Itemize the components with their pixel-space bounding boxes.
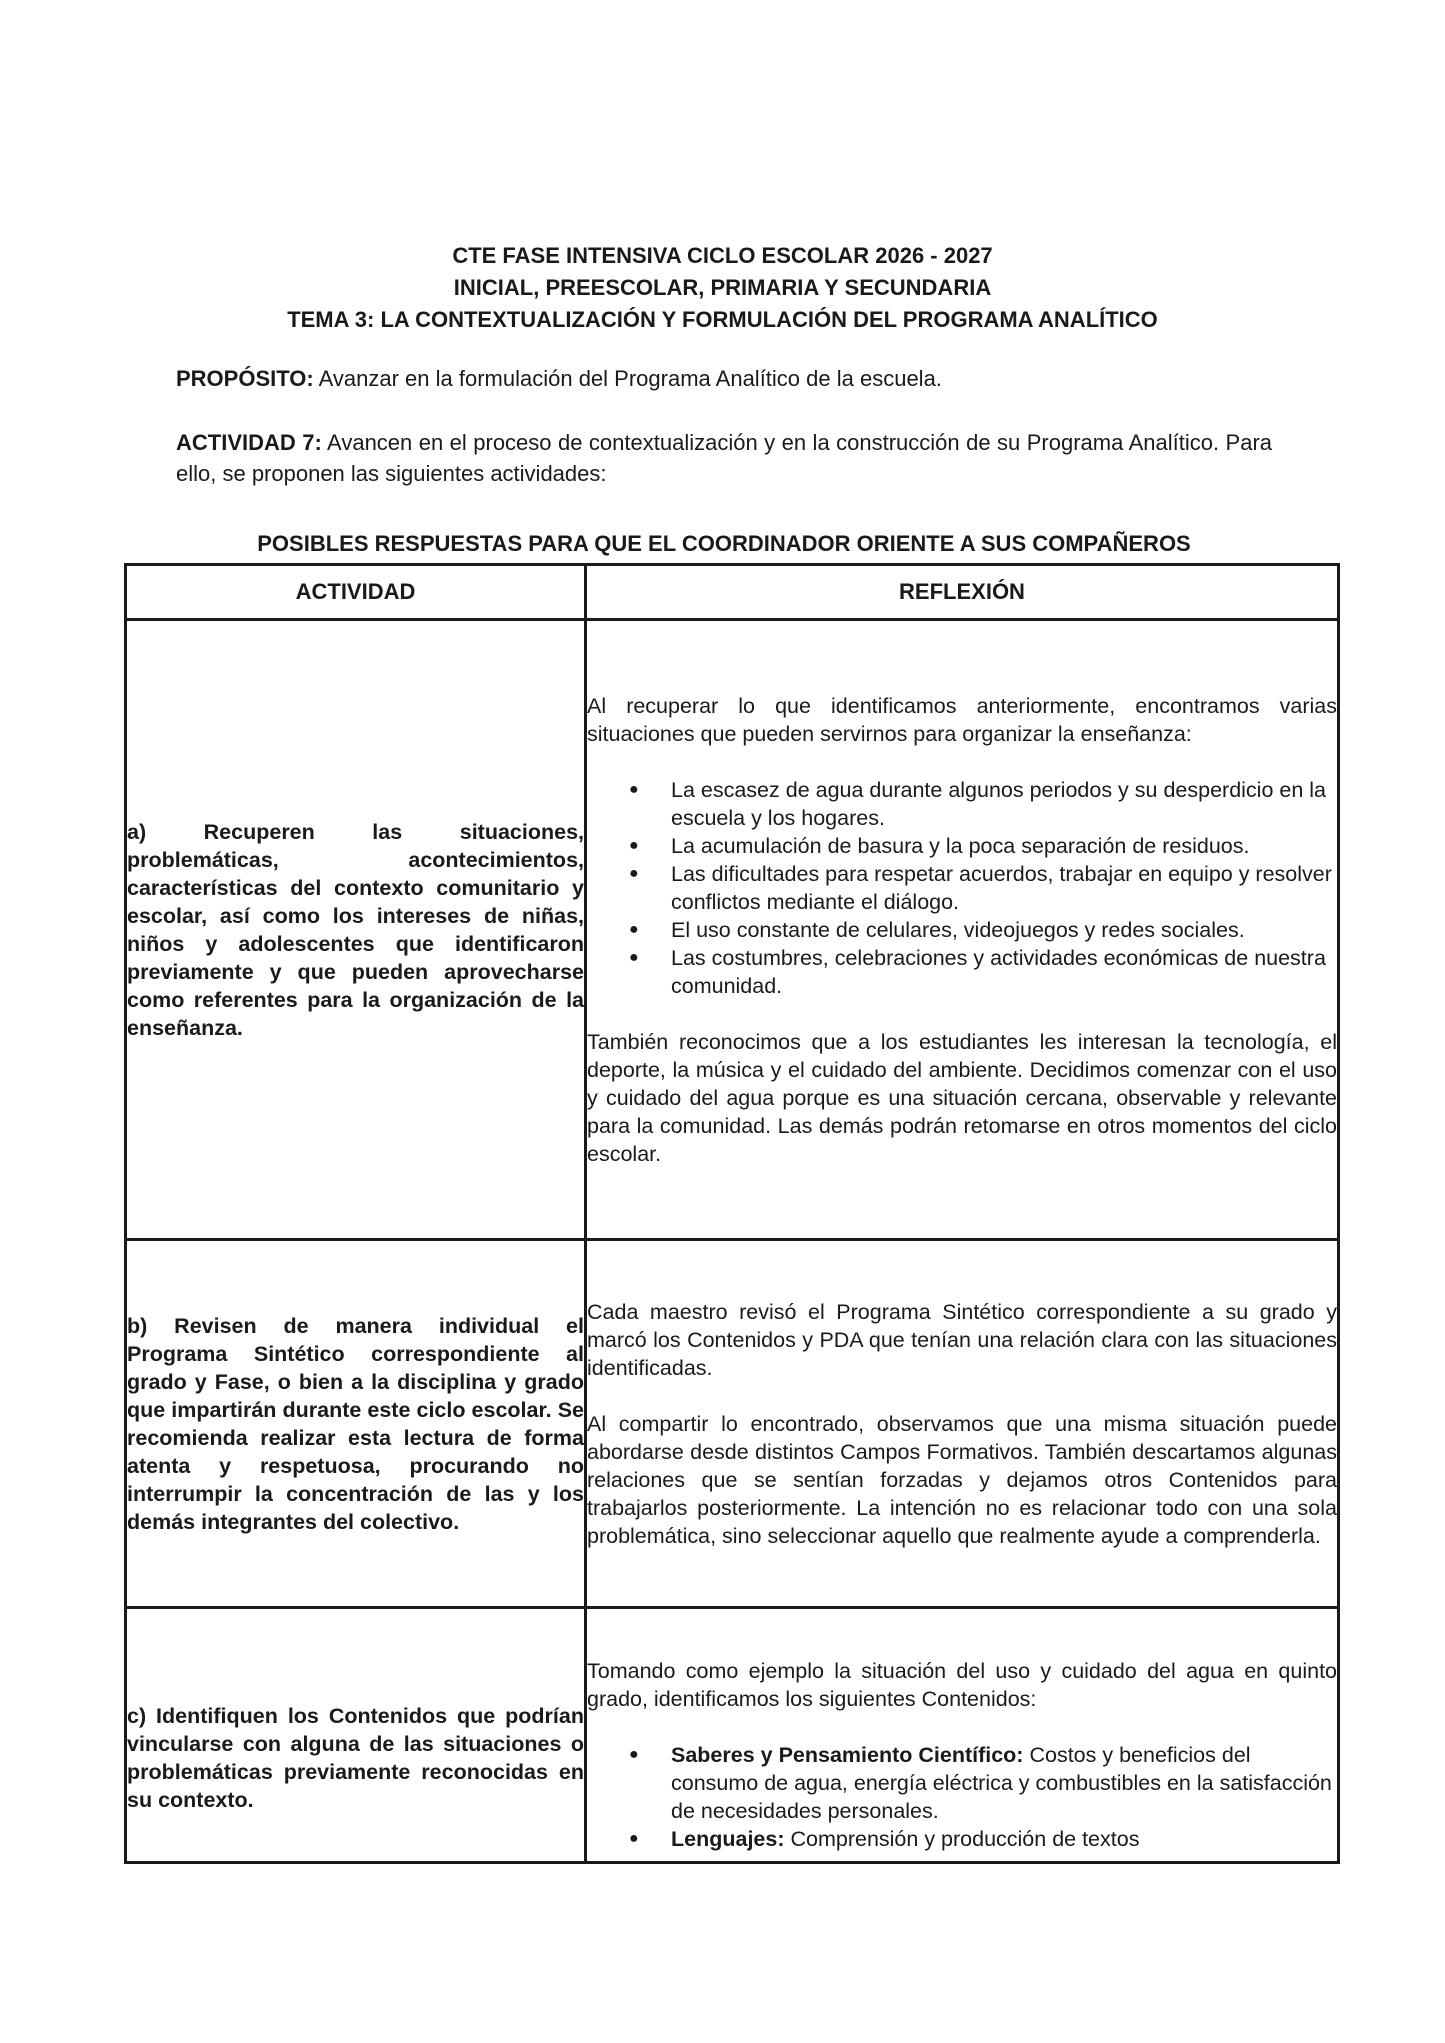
bullet-label: Lenguajes: <box>671 1827 785 1851</box>
purpose-paragraph <box>176 363 1272 394</box>
header-line-2: INICIAL, PREESCOLAR, PRIMARIA Y SECUNDARIA <box>453 275 992 300</box>
reflection-intro: Tomando como ejemplo la situación del uso y cuidado del agua en quinto grado, identificamos los siguientes Contenidos: <box>587 1659 1337 1711</box>
list-item: ● Las costumbres, celebraciones y actividades económicas de nuestra comunidad. <box>671 944 1337 1000</box>
bullet-label: Saberes y Pensamiento Científico: <box>671 1743 1024 1767</box>
reflection-cell <box>586 1240 1339 1608</box>
reflection-cell <box>586 1608 1339 1863</box>
table-title: POSIBLES RESPUESTAS PARA QUE EL COORDINADOR ORIENTE A SUS COMPAÑEROS <box>257 531 1191 556</box>
list-item <box>671 1825 1337 1853</box>
activities-table <box>124 563 1340 1864</box>
list-item: ● La acumulación de basura y la poca separación de residuos. <box>671 832 1337 860</box>
document-header <box>0 240 1445 336</box>
reflection-closing: También reconocimos que a los estudiantes les interesan la tecnología, el deporte, la música y el cuidado del ambiente. Decidimos comenzar con el uso y cuidado del agua porque es una situación cercana, observable y relevante para la comunidad. Las demás podrán retomarse en otros momentos del ciclo escolar. <box>587 1029 1337 1166</box>
reflection-cell <box>586 620 1339 1240</box>
list-item: ● El uso constante de celulares, videojuegos y redes sociales. <box>671 916 1337 944</box>
list-item <box>671 1741 1337 1825</box>
bullet-text: Comprensión y producción de textos <box>784 1827 1140 1851</box>
reflection-paragraph-2: Al compartir lo encontrado, observamos que una misma situación puede abordarse desde distintos Campos Formativos. También descartamos algunas relaciones que se sentían forzadas y dejamos otros Contenidos para trabajarlos posteriormente. La intención no es relacionar todo con una sola problemática, sino seleccionar aquello que realmente ayude a comprenderla. <box>587 1411 1337 1548</box>
purpose-label: PROPÓSITO: <box>176 366 314 391</box>
reflection-intro: Al recuperar lo que identificamos anteriormente, encontramos varias situaciones que pueden servirnos para organizar la enseñanza: <box>587 693 1337 746</box>
activity-label: ACTIVIDAD 7: <box>176 430 322 455</box>
bullet-list <box>587 1741 1337 1853</box>
bullet-list <box>587 776 1337 1000</box>
activity-cell: a) Recuperen las situaciones, problemáticas, acontecimientos, características del contexto comunitario y escolar, así como los intereses de niñas, niños y adolescentes que identificaron previamente y que pueden aprovecharse como referentes para la organización de la enseñanza. <box>126 620 586 1240</box>
table-row <box>126 1608 1339 1863</box>
bullet-text: Costos y beneficios del consumo de agua, energía eléctrica y combustibles en la satisfacción de necesidades personales. <box>671 1743 1332 1823</box>
column-header-activity: ACTIVIDAD <box>126 565 586 620</box>
activity-cell: c) Identifiquen los Contenidos que podrían vincularse con alguna de las situaciones o problemáticas previamente reconocidas en su contexto. <box>126 1608 586 1863</box>
list-item: ● La escasez de agua durante algunos periodos y su desperdicio en la escuela y los hogares. <box>671 776 1337 832</box>
purpose-text: Avanzar en la formulación del Programa Analítico de la escuela. <box>313 366 942 391</box>
column-header-reflection: REFLEXIÓN <box>586 565 1339 620</box>
activity-paragraph <box>176 427 1272 489</box>
table-row <box>126 1240 1339 1608</box>
activity-cell: b) Revisen de manera individual el Programa Sintético correspondiente al grado y Fase, o bien a la disciplina y grado que impartirán durante este ciclo escolar. Se recomienda realizar esta lectura de forma atenta y respetuosa, procurando no interrumpir la concentración de las y los demás integrantes del colectivo. <box>126 1240 586 1608</box>
reflection-paragraph-1: Cada maestro revisó el Programa Sintético correspondiente a su grado y marcó los Contenidos y PDA que tenían una relación clara con las situaciones identificadas. <box>587 1299 1337 1380</box>
list-item: ● Las dificultades para respetar acuerdos, trabajar en equipo y resolver conflictos mediante el diálogo. <box>671 860 1337 916</box>
table-header-row <box>126 565 1339 620</box>
table-row <box>126 620 1339 1240</box>
header-line-1: CTE FASE INTENSIVA CICLO ESCOLAR 2026 - 2027 <box>452 243 993 268</box>
header-line-3: TEMA 3: LA CONTEXTUALIZACIÓN Y FORMULACIÓN DEL PROGRAMA ANALÍTICO <box>287 307 1158 332</box>
activity-text: Avancen en el proceso de contextualización y en la construcción de su Programa Analítico. Para ello, se proponen las siguientes actividades: <box>176 430 1273 486</box>
